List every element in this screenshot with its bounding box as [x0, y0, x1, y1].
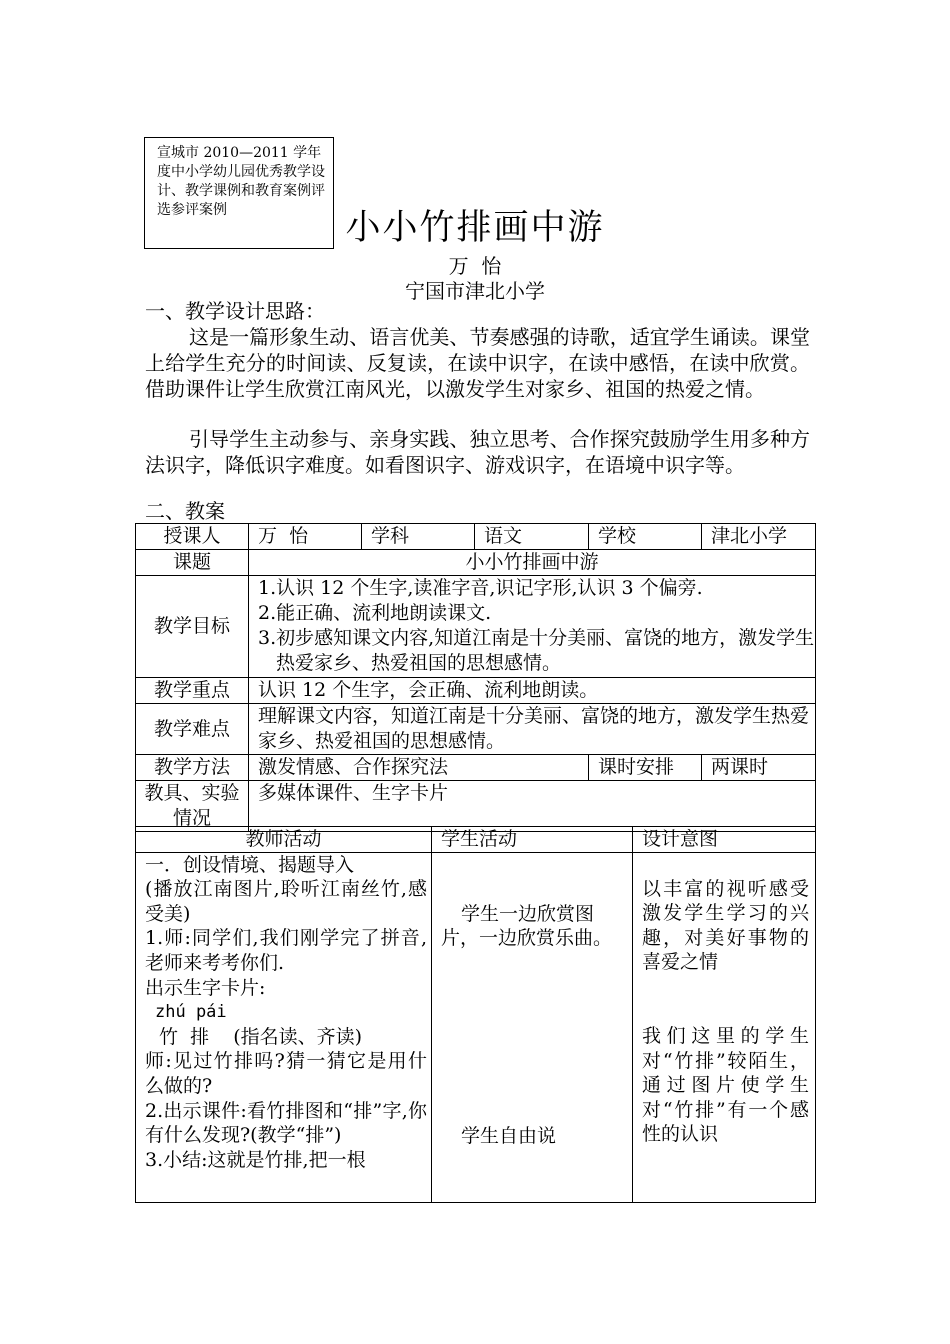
goals-label: 教学目标: [136, 576, 249, 678]
teacher-line: 2.出示课件:看竹排图和“排”字,你有什么发现?(教学“排”): [145, 1099, 427, 1147]
table-row: [136, 755, 816, 781]
topic-label: 课题: [136, 550, 249, 576]
page-title: 小小竹排画中游: [345, 208, 605, 248]
design-intent-cell: [633, 852, 816, 1202]
method-value: 激发情感、合作探究法: [249, 755, 589, 781]
table-row: [136, 827, 816, 853]
teacher-line: 师:见过竹排吗?猜一猜它是用什么做的?: [145, 1050, 427, 1097]
teacher-label: 授课人: [136, 524, 249, 550]
table-row: [136, 852, 816, 1202]
method-label: 教学方法: [136, 755, 249, 781]
difficulty-label: 教学难点: [136, 704, 249, 755]
contest-stamp-text: 宣城市 2010—2011 学年度中小学幼儿园优秀教学设计、教学课例和教育案例评选参评案例: [157, 145, 325, 218]
tools-value: 多媒体课件、生字卡片: [249, 781, 816, 832]
period-value: 两课时: [702, 755, 816, 781]
topic-value: 小小竹排画中游: [249, 550, 816, 576]
student-activity-1: 学生一边欣赏图片，一边欣赏乐曲。: [441, 902, 613, 950]
section2-heading: 二、教案: [145, 499, 225, 523]
teacher-line: (播放江南图片,聆听江南丝竹,感受美): [145, 878, 427, 925]
student-activity-2: 学生自由说: [461, 1124, 557, 1147]
teacher-line: 3.小结:这就是竹排,把一根: [145, 1148, 366, 1171]
student-activity-cell: [432, 852, 633, 1202]
key-value: 认识 12 个生字，会正确、流利地朗读。: [249, 678, 816, 704]
author-school: 宁国市津北小学: [405, 279, 545, 303]
table-row: [136, 678, 816, 704]
table-row: [136, 576, 816, 678]
teacher-line: 竹 排 (指名读、齐读): [159, 1025, 363, 1048]
subject-value: 语文: [475, 524, 589, 550]
school-value: 津北小学: [702, 524, 816, 550]
teacher-value: 万 怡: [249, 524, 362, 550]
header-intent: 设计意图: [633, 827, 816, 853]
teacher-line: 1.师:同学们,我们刚学完了拼音,老师来考考你们.: [145, 927, 427, 974]
goals-value: [249, 576, 816, 678]
subject-label: 学科: [362, 524, 475, 550]
goal-item-3: 3.初步感知课文内容,知道江南是十分美丽、富饶的地方，激发学生热爱家乡、热爱祖国的思想感情。: [258, 627, 815, 674]
difficulty-value: 理解课文内容，知道江南是十分美丽、富饶的地方，激发学生热爱家乡、热爱祖国的思想感情。: [249, 704, 816, 755]
header-teacher: 教师活动: [136, 827, 432, 853]
period-label: 课时安排: [589, 755, 702, 781]
teacher-line: 出示生字卡片:: [145, 976, 266, 999]
school-label: 学校: [589, 524, 702, 550]
lesson-info-table: [135, 523, 816, 832]
teacher-activity-cell: [136, 852, 432, 1202]
table-row: [136, 704, 816, 755]
table-row: [136, 524, 816, 550]
section1-paragraph-1: 这是一篇形象生动、语言优美、节奏感强的诗歌，适宜学生诵读。课堂上给学生充分的时间读、反复读，在读中识字，在读中感悟，在读中欣赏。借助课件让学生欣赏江南风光，以激发学生对家乡、祖国的热爱之情。: [145, 325, 810, 401]
design-intent-2: 我们这里的学生对“竹排”较陌生，通过图片使学生对“竹排”有一个感性的认识: [642, 1024, 809, 1146]
teacher-line-pinyin: zhú pái: [155, 1002, 227, 1023]
author-name: 万 怡: [448, 254, 502, 278]
key-label: 教学重点: [136, 678, 249, 704]
goal-item-1: 1.认识 12 个生字,读准字音,识记字形,认识 3 个偏旁.: [258, 577, 703, 599]
teacher-line: 一．创设情境、揭题导入: [145, 853, 355, 876]
table-row: [136, 550, 816, 576]
tools-label: 教具、实验情况: [136, 781, 249, 832]
activity-table: [135, 826, 816, 1203]
section1-paragraph-2: 引导学生主动参与、亲身实践、独立思考、合作探究鼓励学生用多种方法识字，降低识字难度。如看图识字、游戏识字，在语境中识字等。: [145, 427, 810, 477]
section1-heading: 一、教学设计思路：: [145, 299, 325, 323]
design-intent-1: 以丰富的视听感受激发学生学习的兴趣，对美好事物的喜爱之情: [642, 877, 809, 974]
goal-item-2: 2.能正确、流利地朗读课文.: [258, 602, 492, 624]
header-student: 学生活动: [432, 827, 633, 853]
table-row: [136, 781, 816, 832]
